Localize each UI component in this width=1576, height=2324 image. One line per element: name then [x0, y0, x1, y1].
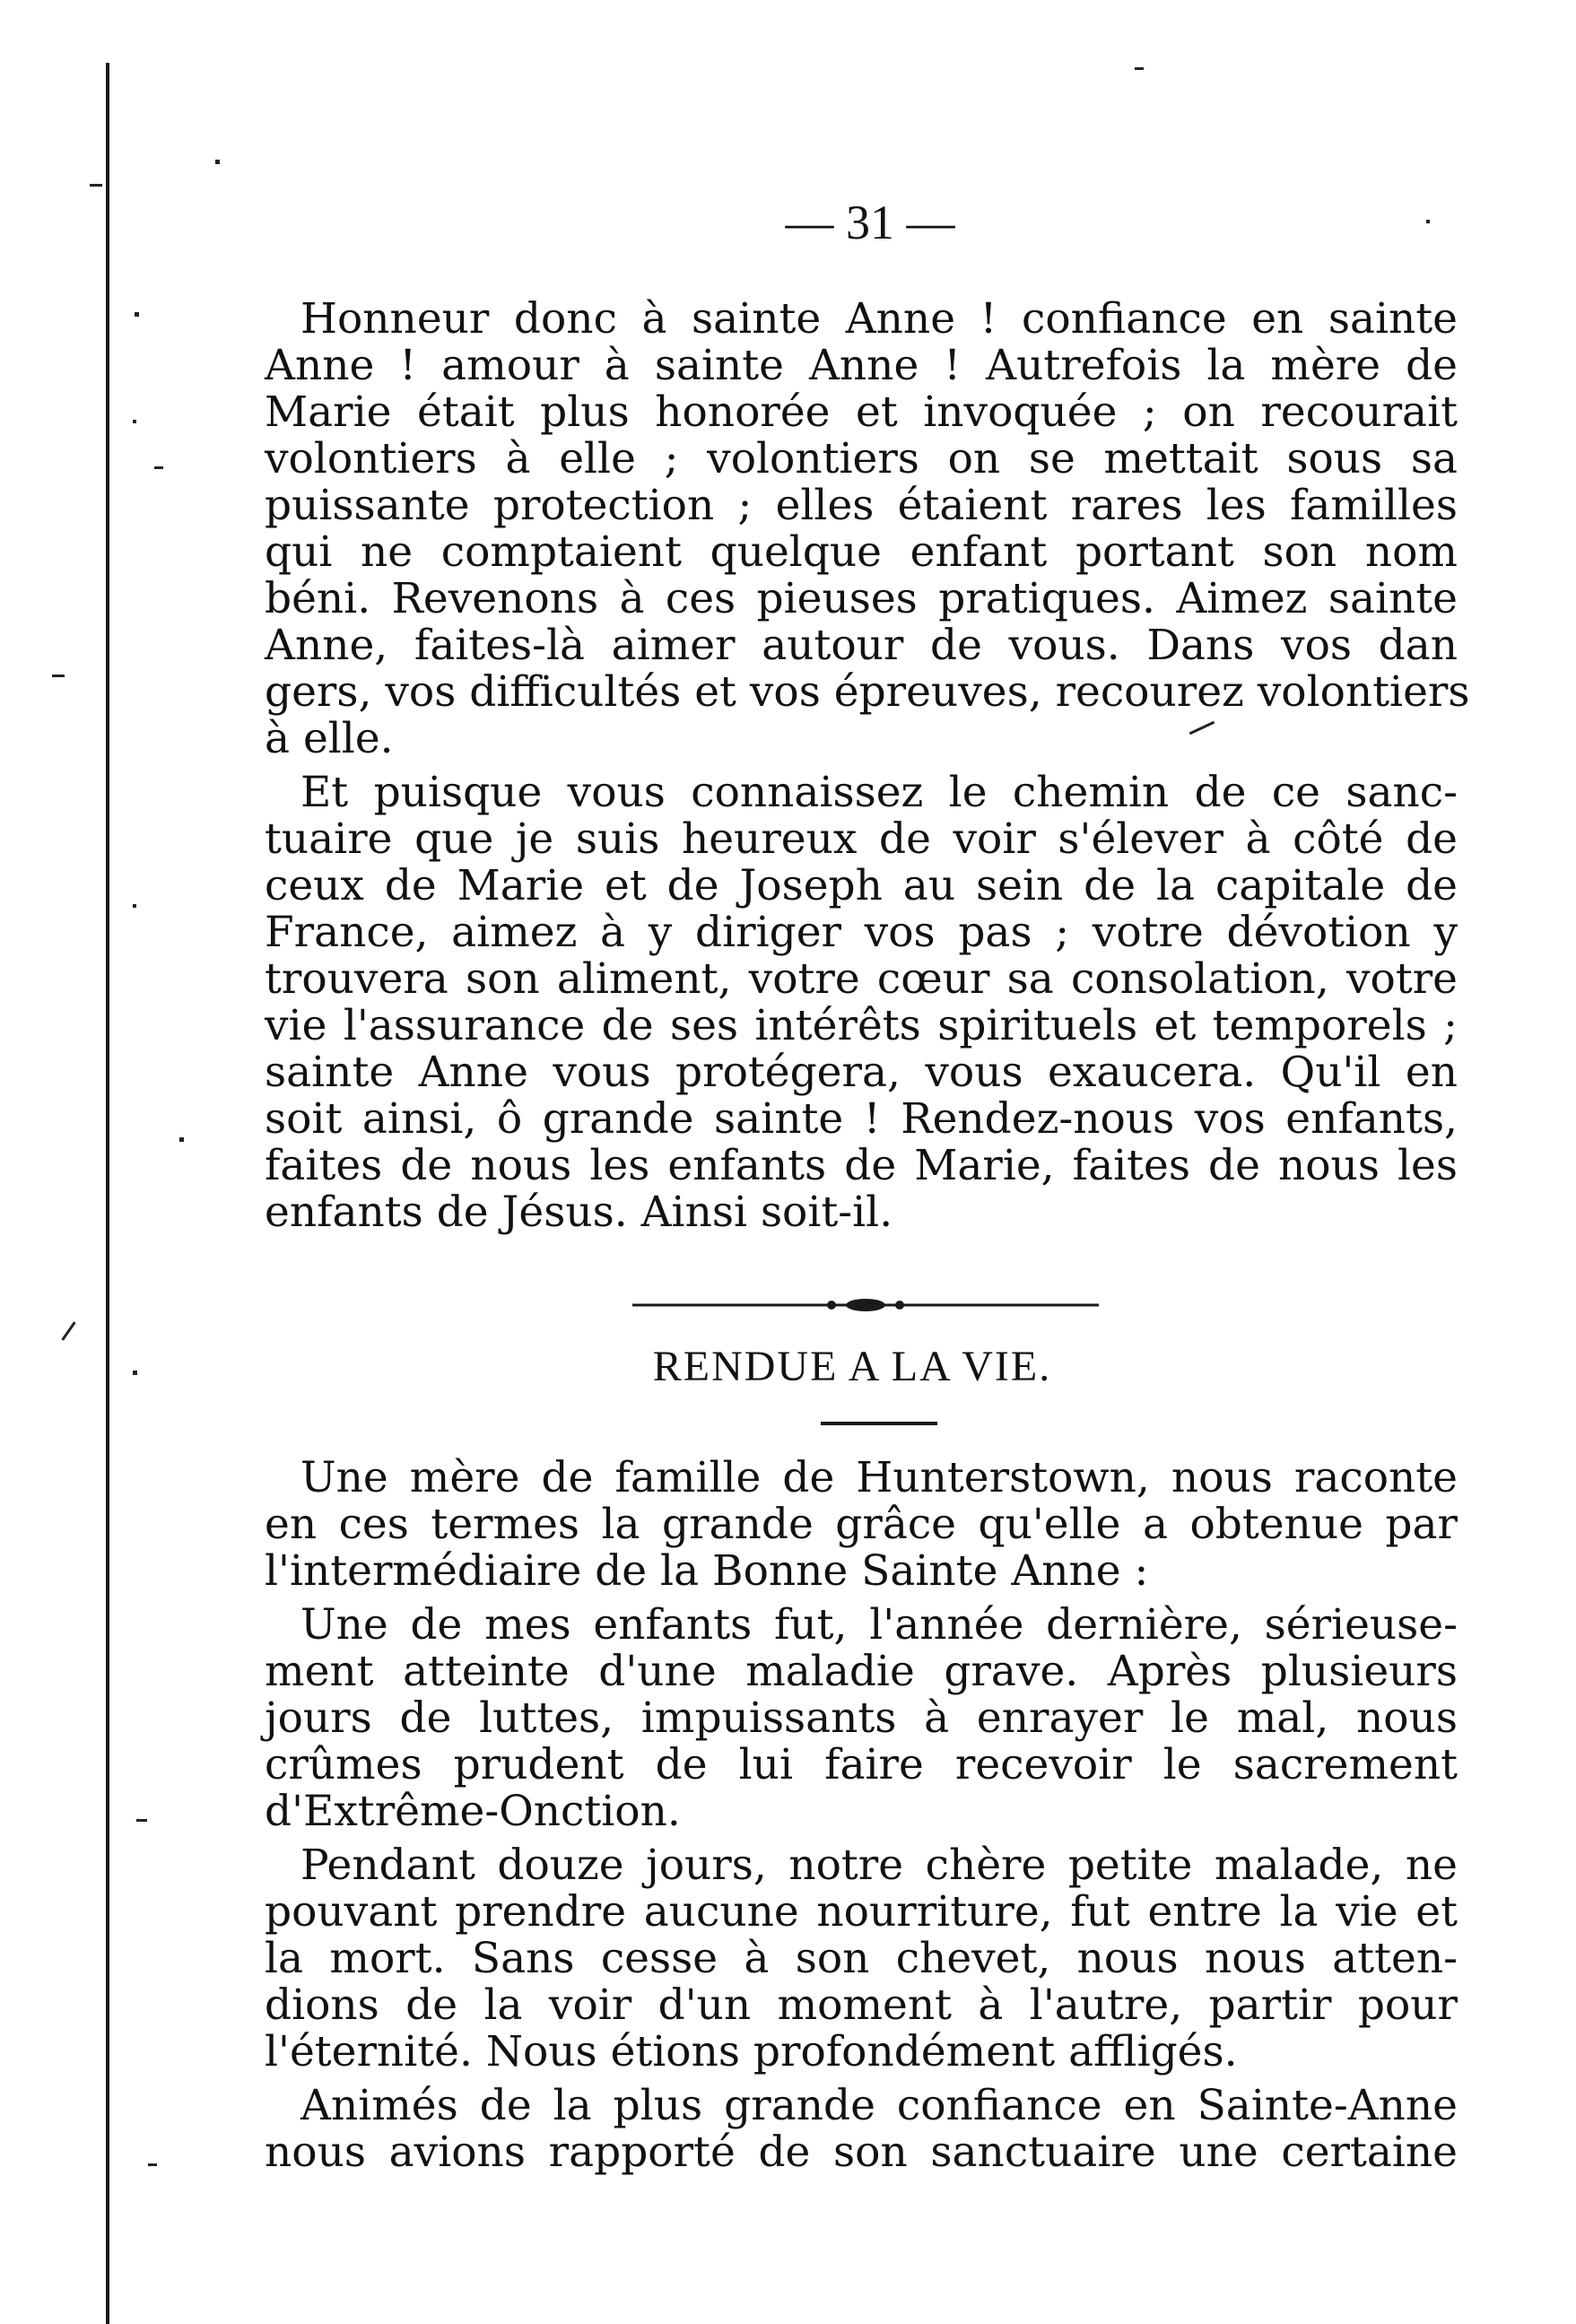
- margin-speck: [148, 2163, 157, 2166]
- text-line: Anne ! amour à sainte Anne ! Autrefois la mère de: [265, 341, 1458, 390]
- margin-speck: [133, 904, 136, 908]
- text-line: dions de la voir d'un moment à l'autre, partir pour: [265, 1980, 1458, 2030]
- text-line: pouvant prendre aucune nourriture, fut entre la vie et: [265, 1887, 1458, 1937]
- text-line: volontiers à elle ; volontiers on se mettait sous sa: [265, 434, 1458, 483]
- binding-edge-line: [106, 63, 109, 2324]
- text-line: Honneur donc à sainte Anne ! confiance en sainte: [300, 294, 1458, 344]
- text-line: la mort. Sans cesse à son chevet, nous nous atten-: [265, 1934, 1458, 1983]
- text-line: Pendant douze jours, notre chère petite malade, ne: [300, 1841, 1458, 1890]
- text-line: en ces termes la grande grâce qu'elle a obtenue par: [265, 1500, 1458, 1549]
- text-line: Anne, faites-là aimer autour de vous. Dans vos dan: [265, 621, 1458, 670]
- section-title: RENDUE A LA VIE.: [652, 1343, 1052, 1390]
- title-underline-rule: [821, 1422, 937, 1425]
- text-line: nous avions rapporté de son sanctuaire une certaine: [265, 2128, 1458, 2177]
- text-line: jours de luttes, impuissants à enrayer le mal, nous: [265, 1693, 1458, 1743]
- text-line: d'Extrême-Onction.: [265, 1787, 681, 1836]
- text-line: Une mère de famille de Hunterstown, nous raconte: [300, 1453, 1458, 1502]
- text-line: à elle.: [265, 714, 394, 763]
- text-line: crûmes prudent de lui faire recevoir le sacrement: [265, 1740, 1458, 1789]
- margin-speck: [1426, 220, 1430, 223]
- text-line: enfants de Jésus. Ainsi soit-il.: [265, 1188, 893, 1237]
- text-line: Et puisque vous connaissez le chemin de ce sanc-: [300, 768, 1458, 817]
- text-line: Marie était plus honorée et invoquée ; on recourait: [265, 387, 1458, 437]
- text-line: Animés de la plus grande confiance en Sainte-Anne: [300, 2081, 1458, 2130]
- text-line: l'éternité. Nous étions profondément affligés.: [265, 2027, 1238, 2076]
- text-line: béni. Revenons à ces pieuses pratiques. Aimez sainte: [265, 574, 1458, 623]
- text-line: trouvera son aliment, votre cœur sa consolation, votre: [265, 954, 1458, 1004]
- margin-speck: [52, 675, 65, 677]
- text-line: faites de nous les enfants de Marie, faites de nous les: [265, 1141, 1458, 1190]
- text-line: Une de mes enfants fut, l'année dernière, sérieuse-: [300, 1600, 1458, 1649]
- margin-speck: [154, 466, 163, 469]
- margin-speck: [179, 1137, 184, 1142]
- text-line: ment atteinte d'une maladie grave. Après plusieurs: [265, 1647, 1458, 1696]
- text-line: ceux de Marie et de Joseph au sein de la capitale de: [265, 861, 1458, 910]
- text-line: vie l'assurance de ses intérêts spirituels et temporels ;: [265, 1001, 1458, 1050]
- margin-speck: [133, 1371, 137, 1375]
- margin-speck: [133, 420, 136, 423]
- text-line: soit ainsi, ô grande sainte ! Rendez-nous vos enfants,: [265, 1094, 1458, 1144]
- text-line: gers, vos difficultés et vos épreuves, recourez volontiers: [265, 667, 1470, 717]
- text-line: qui ne comptaient quelque enfant portant son nom: [265, 527, 1458, 577]
- text-line: sainte Anne vous protégera, vous exaucera. Qu'il en: [265, 1048, 1458, 1097]
- text-line: puissante protection ; elles étaient rares les familles: [265, 481, 1458, 530]
- text-line: France, aimez à y diriger vos pas ; votre dévotion y: [265, 908, 1458, 957]
- text-line: tuaire que je suis heureux de voir s'élever à côté de: [265, 814, 1458, 864]
- margin-speck: [1135, 67, 1144, 70]
- page-number: — 31 —: [785, 196, 955, 249]
- margin-speck: [215, 160, 220, 164]
- margin-speck: [136, 1819, 147, 1822]
- text-line: l'intermédiaire de la Bonne Sainte Anne :: [265, 1546, 1149, 1596]
- margin-speck: [61, 1321, 75, 1340]
- ornamental-divider: [632, 1296, 1099, 1314]
- margin-speck: [90, 184, 102, 187]
- margin-speck: [135, 312, 139, 317]
